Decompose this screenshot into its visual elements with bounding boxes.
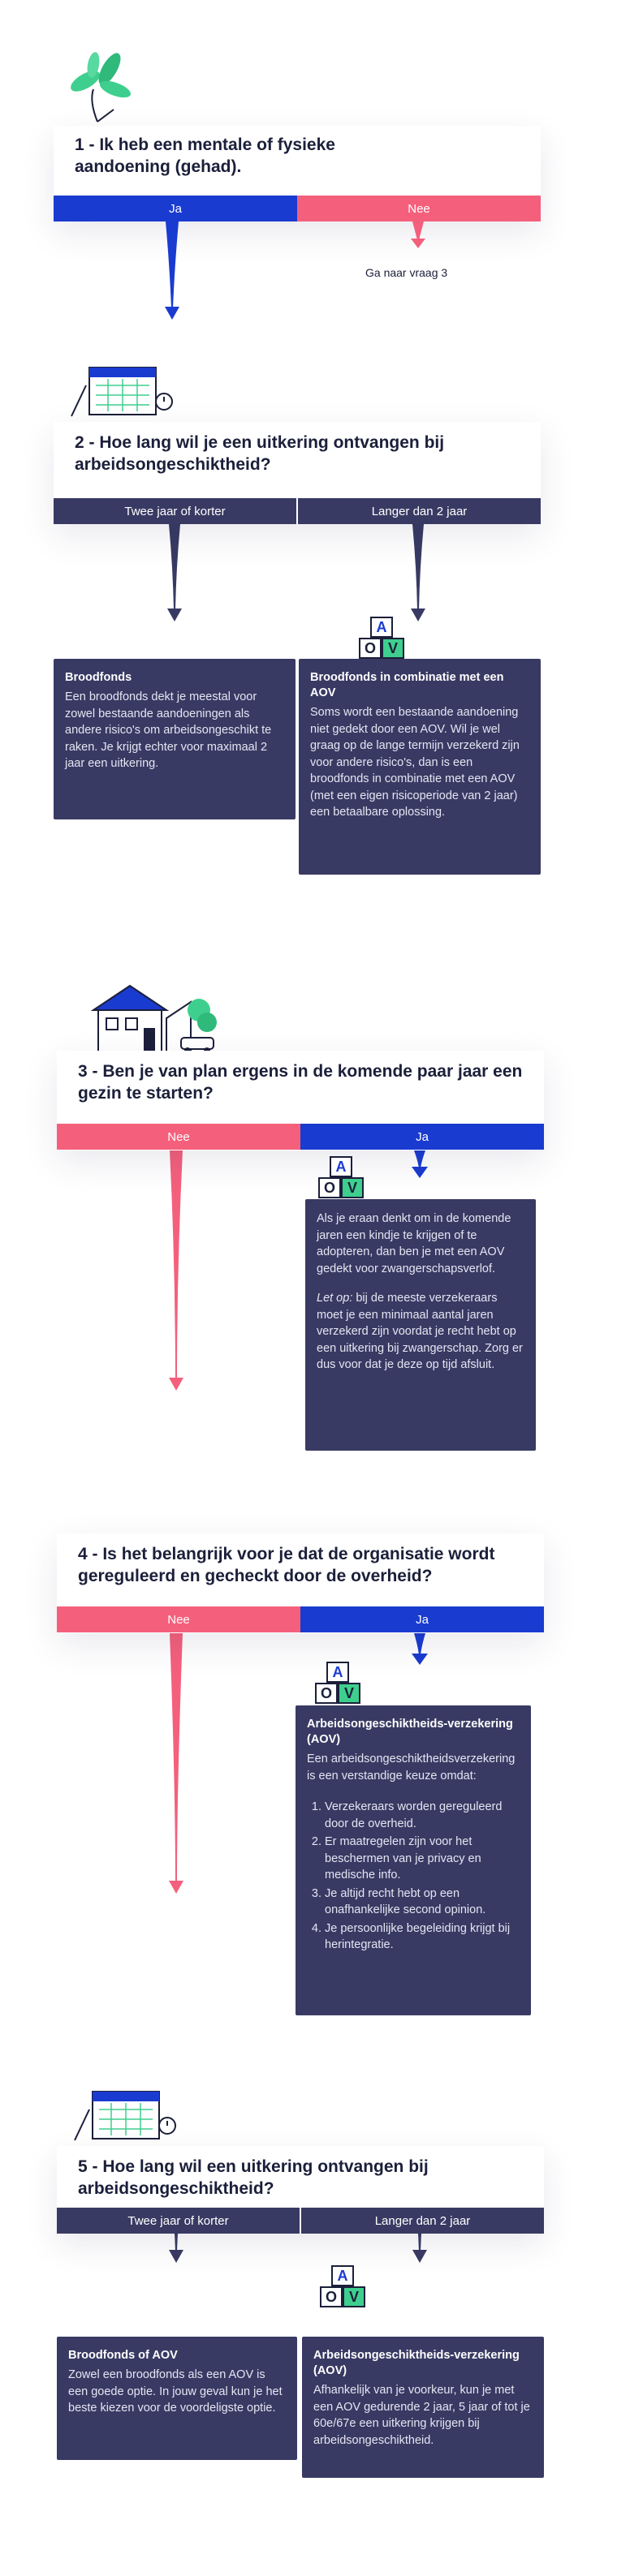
- question-1-title: 1 - Ik heb een mentale of fysieke aandoening (gehad).: [75, 135, 335, 176]
- result-title: Broodfonds of AOV: [68, 2349, 178, 2362]
- result-body: Een broodfonds dekt je meestal voor zowel bestaande aandoeningen als andere risico's om arbeidsongeschikt te raken. Je krijgt echter voor maximaal 2 jaar een uitkering.: [65, 690, 272, 770]
- aov-badge: A O V: [317, 2265, 369, 2311]
- question-3-title: 3 - Ben je van plan ergens in de komende paar jaar een gezin te starten?: [78, 1062, 523, 1103]
- question-5-title: 5 - Hoe lang wil een uitkering ontvangen bij arbeidsongeschiktheid?: [78, 2157, 429, 2198]
- result-reasons-list: [307, 1799, 520, 1954]
- list-item: 3. Je altijd recht hebt op een onafhankelijke second opinion.: [325, 1886, 520, 1919]
- q2-result-broodfonds: [54, 659, 296, 819]
- q2-result-broodfonds-aov: [299, 659, 541, 875]
- question-card-5: [57, 2146, 544, 2234]
- list-item: 1. Verzekeraars worden gereguleerd door de overheid.: [325, 1799, 520, 1832]
- q3-result: [305, 1199, 536, 1451]
- q4-result-aov: [296, 1705, 531, 2015]
- q2-option-long[interactable]: Langer dan 2 jaar: [298, 498, 541, 524]
- q4-no-option[interactable]: Nee: [57, 1606, 300, 1632]
- calendar-illustration: [63, 353, 177, 426]
- q5-result-aov: [302, 2337, 544, 2478]
- result-title: Arbeidsongeschiktheids-verzekering (AOV): [313, 2349, 520, 2377]
- result-note-body: bij de meeste verzekeraars moet je een minimaal aantal jaren verzekerd zijn voordat je recht hebt op een uitkering bij zwangerschap. Zorg er dus voor dat je deze op tijd afsluit.: [317, 1292, 523, 1371]
- list-item: 2. Er maatregelen zijn voor het beschermen van je privacy en medische info.: [325, 1834, 520, 1884]
- result-body: Zowel een broodfonds als een AOV is een goede optie. In jouw geval kun je het beste kiezen voor de voordeligste optie.: [68, 2368, 283, 2415]
- aov-badge: A O V: [315, 1156, 367, 1202]
- q5-result-broodfonds-aov: [57, 2337, 297, 2460]
- result-body: Als je eraan denkt om in de komende jaren een kindje te krijgen of te adopteren, dan ben je met een AOV gedekt voor zwangerschapsverlof.: [317, 1212, 511, 1275]
- question-card-2: [54, 422, 541, 524]
- house-illustration: [85, 978, 223, 1059]
- question-4-title: 4 - Is het belangrijk voor je dat de organisatie wordt gereguleerd en gecheckt door de overheid?: [78, 1545, 495, 1585]
- q3-yes-option[interactable]: Ja: [300, 1124, 544, 1150]
- list-item: 4. Je persoonlijke begeleiding krijgt bij herintegratie.: [325, 1920, 520, 1954]
- q1-no-option[interactable]: Nee: [297, 196, 541, 221]
- calendar-illustration: [67, 2077, 180, 2150]
- result-title: Broodfonds: [65, 671, 132, 684]
- aov-badge: A O V: [312, 1662, 364, 1707]
- q2-option-short[interactable]: Twee jaar of korter: [54, 498, 296, 524]
- result-title: Arbeidsongeschiktheids-verzekering (AOV): [307, 1718, 513, 1746]
- aov-badge: A O V: [356, 617, 408, 662]
- question-2-title: 2 - Hoe lang wil je een uitkering ontvangen bij arbeidsongeschiktheid?: [75, 433, 445, 474]
- q5-option-short[interactable]: Twee jaar of korter: [57, 2208, 300, 2234]
- result-body: Soms wordt een bestaande aandoening niet gedekt door een AOV. Wil je wel graag op de lange termijn verzekerd zijn voor andere risico's, dan is een broodfonds in combinatie met een AOV (met een eigen risicoperiode van 2 jaar) een betaalbare oplossing.: [310, 706, 520, 819]
- result-note-label: Let op:: [317, 1292, 353, 1305]
- q1-no-note: Ga naar vraag 3: [365, 266, 448, 279]
- result-title: Broodfonds in combinatie met een AOV: [310, 671, 504, 699]
- result-intro: Een arbeidsongeschiktheidsverzekering is een verstandige keuze omdat:: [307, 1752, 516, 1783]
- q5-option-long[interactable]: Langer dan 2 jaar: [301, 2208, 544, 2234]
- result-body: Afhankelijk van je voorkeur, kun je met een AOV gedurende 2 jaar, 5 jaar of tot je 60e/67e een uitkering krijgen bij arbeidsongeschiktheid.: [313, 2384, 530, 2447]
- q1-yes-option[interactable]: Ja: [54, 196, 297, 221]
- question-card-3: [57, 1051, 544, 1150]
- q3-no-option[interactable]: Nee: [57, 1124, 300, 1150]
- question-card-4: [57, 1533, 544, 1633]
- q4-yes-option[interactable]: Ja: [300, 1606, 544, 1632]
